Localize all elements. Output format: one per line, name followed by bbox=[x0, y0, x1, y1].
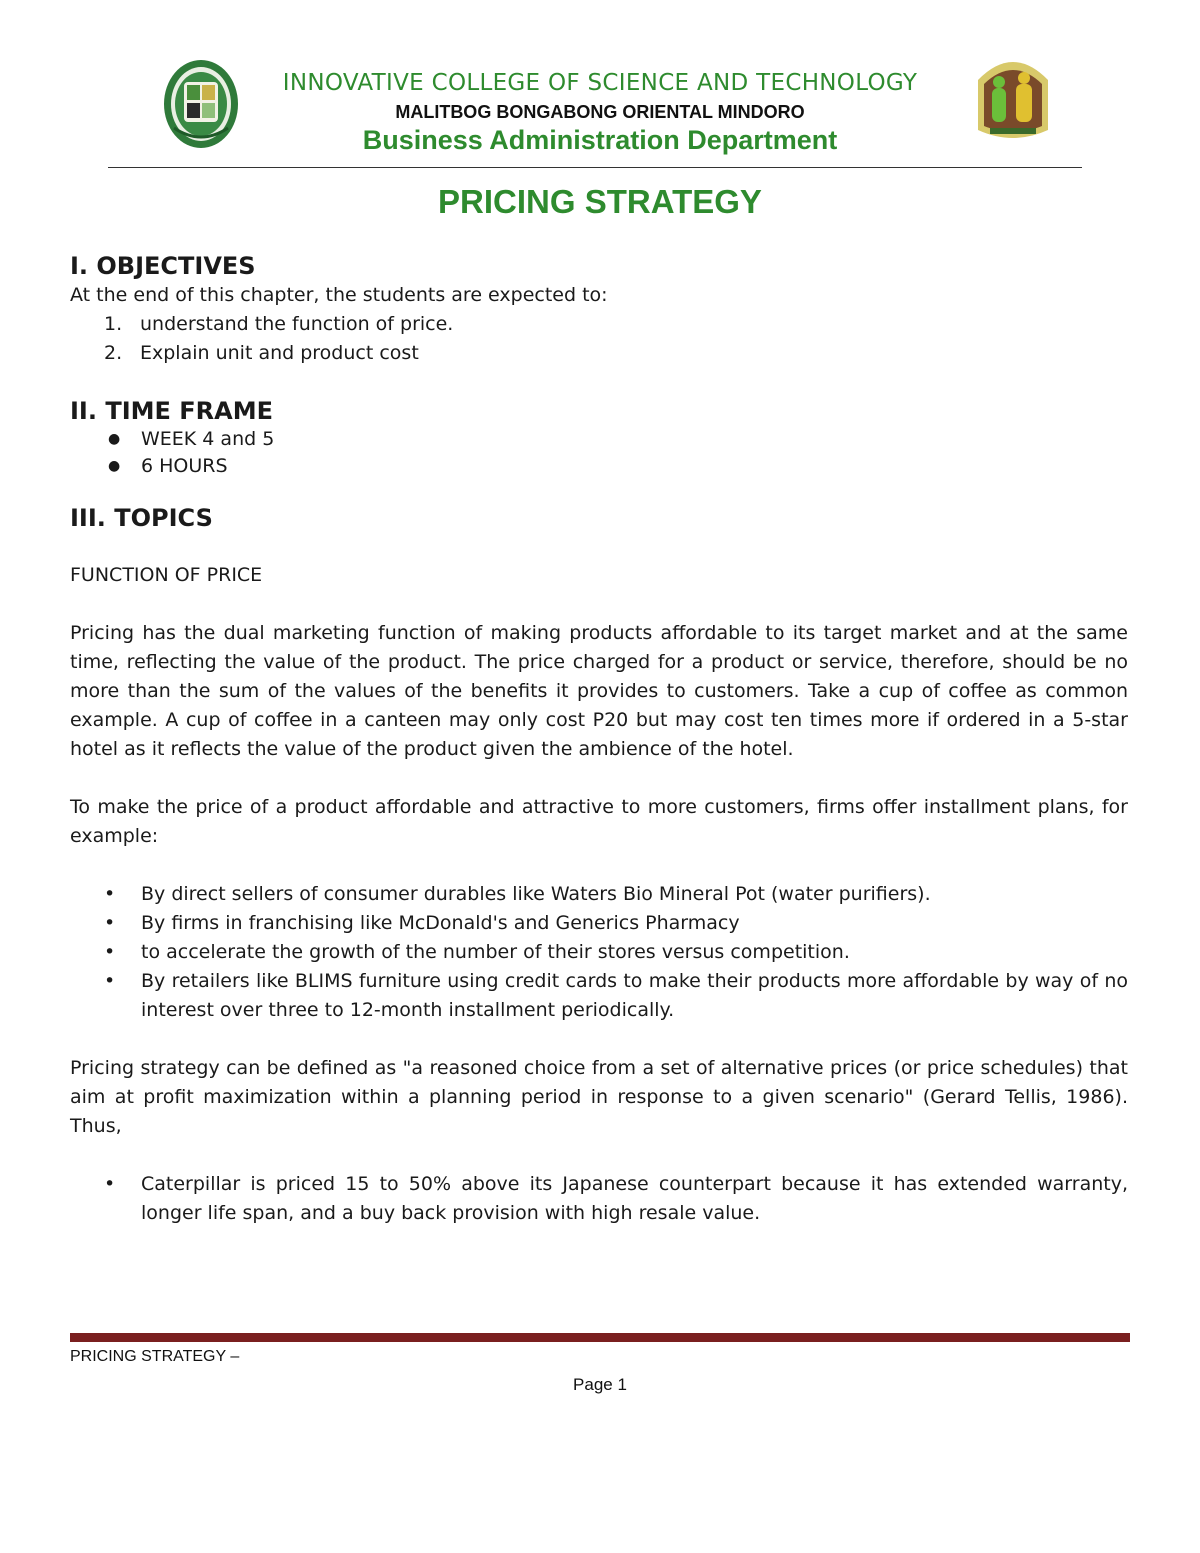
list-text: 6 HOURS bbox=[141, 455, 228, 477]
topics-subheading: FUNCTION OF PRICE bbox=[70, 564, 263, 586]
time-frame-list bbox=[70, 426, 1128, 480]
list-item bbox=[70, 1170, 1128, 1228]
paragraph: Pricing has the dual marketing function of making products affordable to its target market and at the same time, reflecting the value of the product. The price charged for a product or service, therefore, should be no more than the sum of the values of the benefits it provides to customers. Take a cup of coffee as common example. A cup of coffee in a canteen may only cost P20 but may cost ten times more if ordered in a 5-star hotel as it reflects the value of the product given the ambience of the hotel. bbox=[70, 622, 1128, 760]
list-item bbox=[70, 880, 1128, 909]
list-text: By retailers like BLIMS furniture using credit cards to make their products more affordable by way of no interest over three to 12-month installment periodically. bbox=[141, 970, 1128, 1021]
list-text: understand the function of price. bbox=[140, 313, 454, 335]
objectives-intro: At the end of this chapter, the students are expected to: bbox=[70, 284, 608, 306]
list-number: 1. bbox=[104, 313, 123, 335]
list-item bbox=[70, 310, 1128, 339]
list-item bbox=[70, 967, 1128, 1025]
bullet-icon: • bbox=[104, 941, 116, 963]
paragraph: To make the price of a product affordable and attractive to more customers, firms offer installment plans, for example: bbox=[70, 796, 1128, 847]
document-title: PRICING STRATEGY bbox=[438, 183, 762, 220]
list-text: Explain unit and product cost bbox=[140, 342, 419, 364]
time-frame-section bbox=[70, 396, 1128, 480]
examples-list bbox=[70, 1170, 1128, 1228]
department-name: Business Administration Department bbox=[362, 125, 838, 155]
installment-list bbox=[70, 880, 1128, 1025]
list-item bbox=[70, 453, 1128, 480]
objectives-list bbox=[70, 310, 1128, 368]
footer-divider bbox=[70, 1333, 1130, 1342]
bullet-icon: • bbox=[104, 970, 116, 992]
bullet-icon: • bbox=[104, 1173, 116, 1195]
college-address: MALITBOG BONGABONG ORIENTAL MINDORO bbox=[395, 102, 805, 122]
bullet-icon: • bbox=[104, 883, 116, 905]
objectives-section bbox=[70, 251, 1128, 368]
list-item bbox=[70, 909, 1128, 938]
bullet-icon: • bbox=[104, 912, 116, 934]
list-text: By firms in franchising like McDonald's and Generics Pharmacy bbox=[141, 912, 740, 934]
topics-section bbox=[70, 503, 1128, 1228]
list-text: to accelerate the growth of the number of their stores versus competition. bbox=[141, 941, 850, 963]
college-name: INNOVATIVE COLLEGE OF SCIENCE AND TECHNOLOGY bbox=[282, 70, 918, 96]
page-number: Page 1 bbox=[573, 1375, 627, 1394]
list-number: 2. bbox=[104, 342, 123, 364]
list-item bbox=[70, 426, 1128, 453]
paragraph: Pricing strategy can be defined as "a reasoned choice from a set of alternative prices (or price schedules) that aim at profit maximization within a planning period in response to a given scenario" (Gerard Tellis, 1986). Thus, bbox=[70, 1057, 1128, 1137]
time-frame-heading: II. TIME FRAME bbox=[70, 397, 273, 425]
objectives-heading: I. OBJECTIVES bbox=[70, 252, 256, 280]
bullet-icon: ● bbox=[108, 431, 121, 447]
list-text: By direct sellers of consumer durables like Waters Bio Mineral Pot (water purifiers). bbox=[141, 883, 931, 905]
footer-text: PRICING STRATEGY – bbox=[70, 1348, 240, 1365]
list-item bbox=[70, 938, 1128, 967]
topics-heading: III. TOPICS bbox=[70, 504, 213, 532]
list-text: WEEK 4 and 5 bbox=[141, 428, 275, 450]
header-divider bbox=[108, 167, 1082, 168]
list-item bbox=[70, 339, 1128, 368]
list-text: Caterpillar is priced 15 to 50% above its Japanese counterpart because it has extended warranty, longer life span, and a buy back provision with high resale value. bbox=[141, 1173, 1128, 1224]
bullet-icon: ● bbox=[108, 458, 121, 474]
